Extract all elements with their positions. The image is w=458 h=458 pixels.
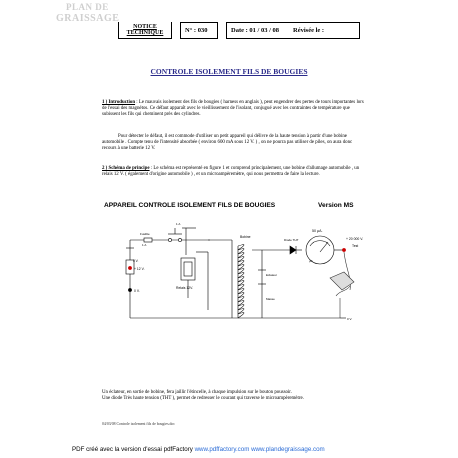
label-fuse2: 1 A bbox=[176, 222, 181, 226]
diagram-title: APPAREIL CONTROLE ISOLEMENT FILS DE BOUGIES bbox=[104, 202, 276, 209]
diode-tht bbox=[290, 246, 296, 254]
label-zero: 0 V. bbox=[134, 289, 140, 293]
label-fuse-rating: 1 A bbox=[142, 243, 147, 247]
label-fuse: Fusible bbox=[140, 232, 150, 236]
schema-text: : Le schéma est représenté en figure 1 et comprend principalement, une bobine d'allumage automobile , un relais 12 V. ( également d'origine automobile ) , et un microampèremètre, qui nous permettra de faire la lecture. bbox=[102, 166, 360, 178]
pdf-banner bbox=[72, 446, 325, 453]
relay bbox=[181, 252, 208, 310]
fuse bbox=[144, 238, 152, 242]
battery-block bbox=[126, 240, 134, 318]
notice-date: Date : 01 / 03 / 08 bbox=[231, 27, 280, 34]
label-test: Test bbox=[352, 244, 359, 248]
label-diode: Diode THT bbox=[284, 238, 299, 242]
notice-revised: Révisée le : bbox=[293, 27, 325, 34]
label-meter: 50 µA. bbox=[312, 229, 323, 233]
label-masse: Masse bbox=[266, 297, 275, 301]
label-eclateur: Eclateur bbox=[266, 273, 278, 277]
intro-label: 1 ) Introduction bbox=[102, 100, 136, 105]
notice-number: N° : 030 bbox=[185, 27, 208, 34]
plus12-terminal bbox=[128, 266, 131, 269]
ignition-coil bbox=[208, 240, 244, 318]
svg-text:µA: µA bbox=[309, 259, 313, 263]
label-tension: 5 V. bbox=[133, 259, 139, 263]
label-bobine: Bobine bbox=[240, 235, 251, 239]
logo-line1: PLAN DE bbox=[66, 2, 109, 12]
intro-text-1: : Le mauvais isolement des fils de bougies ( harness en anglais ), peut engendrer des pertes de tours importantes lors de l'essai des magnétos. Ce défaut apparaît avec le vieillissement de l'isolant, conjugué avec les contraintes de température que subissent les fils qui cheminent près des cylindres. bbox=[102, 100, 364, 118]
label-hv: + 20 000 V. bbox=[346, 237, 364, 241]
label-zero-right: 0 V. bbox=[347, 317, 353, 321]
closing-line-2: Une diode Très haute tension (THT ), permet de redresser le courant qui traverse le microampèremètre. bbox=[102, 396, 304, 402]
zero-terminal bbox=[128, 288, 131, 291]
hv-terminal bbox=[342, 248, 345, 251]
closing-line-1: Un éclateur, en sortie de bobine, fera jaillir l'étincelle, à chaque impulsion sur le bouton poussoir. bbox=[102, 390, 292, 395]
banner-text: PDF créé avec la version d'essai pdfFactory bbox=[72, 446, 195, 453]
push-button bbox=[168, 228, 182, 242]
schema-label: 2 ) Schéma de principe bbox=[102, 166, 150, 171]
closing-paragraph bbox=[102, 390, 364, 402]
label-relay: Relais 12V. bbox=[176, 286, 194, 290]
notice-label: NOTICE TECHNIQUE bbox=[126, 23, 164, 36]
banner-link[interactable]: www.pdffactory.com www.plandegraissage.com bbox=[194, 446, 325, 453]
logo-line2: GRAISSAGE bbox=[56, 13, 120, 24]
page-footer: 04/03/08 Controle isolement fils de bougies.doc bbox=[102, 422, 175, 426]
intro-text-2: Pour détecter le défaut, il est commode d'utiliser un petit appareil qui délivre de la haute tension à partir d'une bobine automobile . Compte tenu de l'intensité absorbée ( environ 600 mA sous 12 V. ) , on ne pourra pas utiliser de piles, on aura donc recours à une batterie 12 V. bbox=[102, 134, 353, 152]
diagram-version: Version MS bbox=[318, 202, 354, 209]
spark-plug-lead bbox=[330, 252, 354, 318]
page-title: CONTROLE ISOLEMENT FILS DE BOUGIES bbox=[150, 67, 308, 76]
label-plus12: + 12 V. bbox=[134, 267, 145, 271]
microammeter bbox=[306, 236, 334, 264]
